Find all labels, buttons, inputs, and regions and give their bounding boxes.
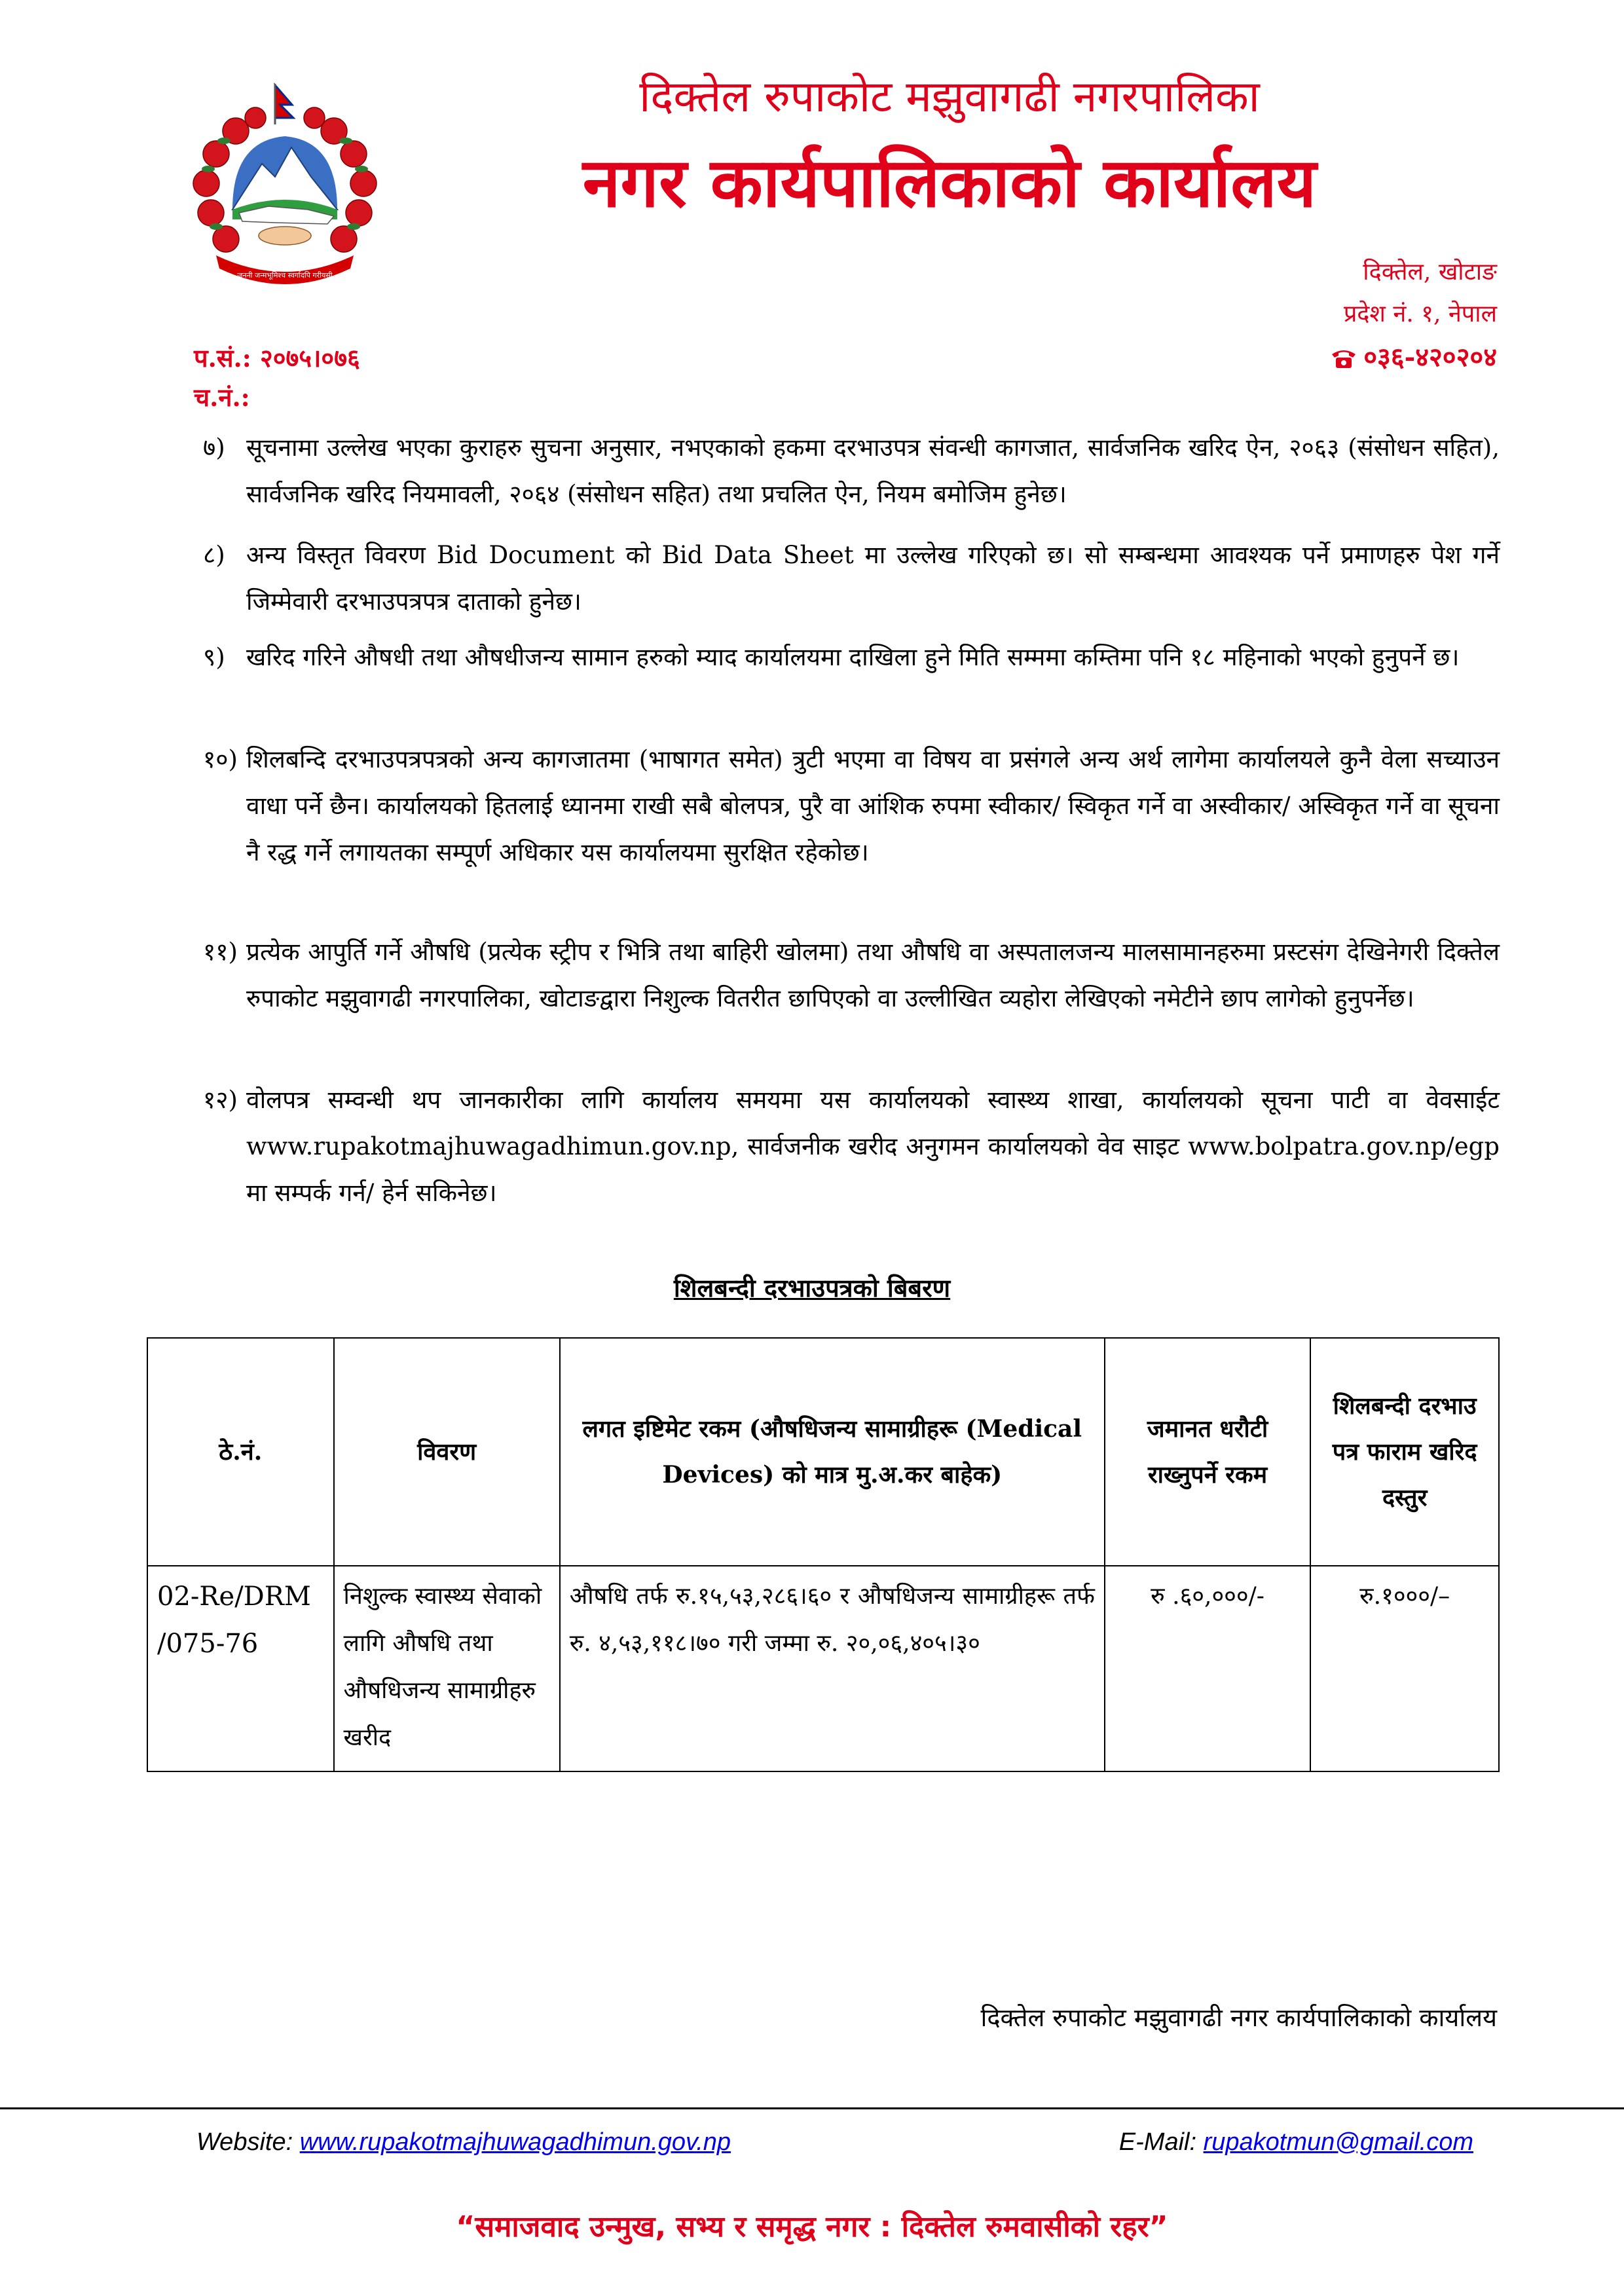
clause-number: ९): [203, 643, 225, 671]
footer-email: [1119, 2128, 1473, 2157]
clause-number: ८): [203, 541, 225, 569]
clause-text: शिलबन्दि दरभाउपत्रपत्रको अन्य कागजातमा (भाषागत समेत) त्रुटी भएमा वा विषय वा प्रसंगले अन्य अर्थ लागेमा कार्यालयले कुनै वेला सच्याउन वाधा पर्ने छैन। कार्यालयको हितलाई ध्यानमा राखी सबै बोलपत्र, पुरै वा आंशिक रुपमा स्वीकार/ स्विकृत गर्ने वा अस्वीकार/ अस्विकृत गर्ने वा सूचना नै रद्ध गर्ने लगायतका सम्पूर्ण अधिकार यस कार्यालयमा सुरक्षित रहेकोछ।: [246, 745, 1500, 866]
clause-text: सूचनामा उल्लेख भएका कुराहरु सुचना अनुसार, नभएकाको हकमा दरभाउपत्र संवन्धी कागजात, सार्वजनिक खरिद ऐन, २०६३ (संसोधन सहित), सार्वजनिक खरिद नियमावली, २०६४ (संसोधन सहित) तथा प्रचलित ऐन, नियम बमोजिम हुनेछ।: [246, 434, 1500, 508]
telephone-icon: [1331, 348, 1357, 369]
cell-bid-security: रु .६०,०००/-: [1105, 1566, 1310, 1771]
cell-contract-no: 02-Re/DRM /075-76: [147, 1566, 334, 1771]
footer-divider: [0, 2107, 1624, 2109]
phone-number-block: [1331, 344, 1497, 371]
clause-12: [203, 1077, 1500, 1216]
clause-7: [203, 424, 1500, 517]
bid-details-table: [147, 1337, 1500, 1772]
clause-text: खरिद गरिने औषधी तथा औषधीजन्य सामान हरुको म्याद कार्यालयमा दाखिला हुने मिति सम्ममा कम्तिमा पनि १८ महिनाको भएको हुनुपर्ने छ।: [246, 643, 1460, 671]
website-label: Website:: [196, 2128, 293, 2156]
address-line-2: प्रदेश नं. १, नेपाल: [1343, 301, 1497, 327]
table-row: [147, 1566, 1499, 1771]
table-title: शिलबन्दी दरभाउपत्रको बिबरण: [673, 1273, 951, 1303]
phone-number: ०३६-४२०२०४: [1363, 342, 1497, 373]
clause-8: [203, 532, 1500, 625]
header-form-fee: शिलबन्दी दरभाउ पत्र फाराम खरिद दस्तुर: [1310, 1338, 1499, 1566]
footer-website: [196, 2128, 731, 2157]
clause-number: ७): [203, 434, 225, 462]
clause-text: वोलपत्र सम्वन्धी थप जानकारीका लागि कार्यालय समयमा यस कार्यालयको स्वास्थ्य शाखा, कार्यालयको सूचना पाटी वा वेवसाईट www.rupakotmajhuwagadhimun.gov.np, सार्वजनीक खरीद अनुगमन कार्यालयको वेव साइट www.bolpatra.gov.np/egp मा सम्पर्क गर्न/ हेर्न सकिनेछ।: [246, 1086, 1500, 1207]
clause-number: ११): [203, 938, 238, 966]
table-header-row: [147, 1338, 1499, 1566]
municipality-name: दिक्तेल रुपाकोट मझुवागढी नगरपालिका: [639, 71, 1260, 122]
clause-11: [203, 929, 1500, 1022]
cell-form-fee: रु.१०००/–: [1310, 1566, 1499, 1771]
office-signature: दिक्तेल रुपाकोट मझुवागढी नगर कार्यपालिकाको कार्यालय: [980, 2003, 1497, 2032]
address-line-1: दिक्तेल, खोटाङ: [1363, 259, 1497, 286]
clause-text: अन्य विस्तृत विवरण Bid Document को Bid Data Sheet मा उल्लेख गरिएको छ। सो सम्बन्धमा आवश्यक पर्ने प्रमाणहरु पेश गर्ने जिम्मेवारी दरभाउपत्रपत्र दाताको हुनेछ।: [246, 541, 1500, 616]
email-link[interactable]: rupakotmun@gmail.com: [1203, 2128, 1473, 2156]
office-name: नगर कार्यपालिकाको कार्यालय: [582, 143, 1317, 223]
clause-number: १०): [203, 745, 238, 773]
website-link[interactable]: www.rupakotmajhuwagadhimun.gov.np: [299, 2128, 731, 2156]
reference-number: प.सं.: २०७५।०७६: [194, 343, 360, 373]
clause-10: [203, 736, 1500, 876]
header-contract-no: ठे.नं.: [147, 1338, 334, 1566]
footer-slogan: “समाजवाद उन्मुख, सभ्य र समृद्ध नगर : दिक्तेल रुमवासीको रहर”: [456, 2210, 1168, 2244]
header-estimate: लगत इष्टिमेट रकम (औषधिजन्य सामाग्रीहरू (Medical Devices) को मात्र मु.अ.कर बाहेक): [560, 1338, 1105, 1566]
cell-estimate: औषधि तर्फ रु.१५,५३,२८६।६० र औषधिजन्य सामाग्रीहरू तर्फ रु. ४,५३,११८।७० गरी जम्मा रु. २०,०६,४०५।३०: [560, 1566, 1105, 1771]
cell-description: निशुल्क स्वास्थ्य सेवाको लागि औषधि तथा औषधिजन्य सामाग्रीहरु खरीद: [334, 1566, 560, 1771]
clause-number: १२): [203, 1086, 238, 1114]
dispatch-number: च.नं.:: [194, 382, 250, 412]
header-bid-security: जमानत धरौटी राख्नुपर्ने रकम: [1105, 1338, 1310, 1566]
clause-text: प्रत्येक आपुर्ति गर्ने औषधि (प्रत्येक स्ट्रीप र भित्रि तथा बाहिरी खोलमा) तथा औषधि वा अस्पतालजन्य मालसामानहरुमा प्रस्टसंग देखिनेगरी दिक्तेल रुपाकोट मझुवागढी नगरपालिका, खोटाङद्वारा निशुल्क वितरीत छापिएको वा उल्लीखित व्यहोरा लेखिएको नमेटीने छाप लागेको हुनुपर्नेछ।: [246, 938, 1500, 1012]
email-label: E-Mail:: [1118, 2128, 1197, 2156]
header-description: विवरण: [334, 1338, 560, 1566]
emblem-motto: जननी जन्मभूमिश्च स्वर्गादपि गरीयसी: [237, 271, 333, 280]
clause-9: [203, 634, 1500, 680]
